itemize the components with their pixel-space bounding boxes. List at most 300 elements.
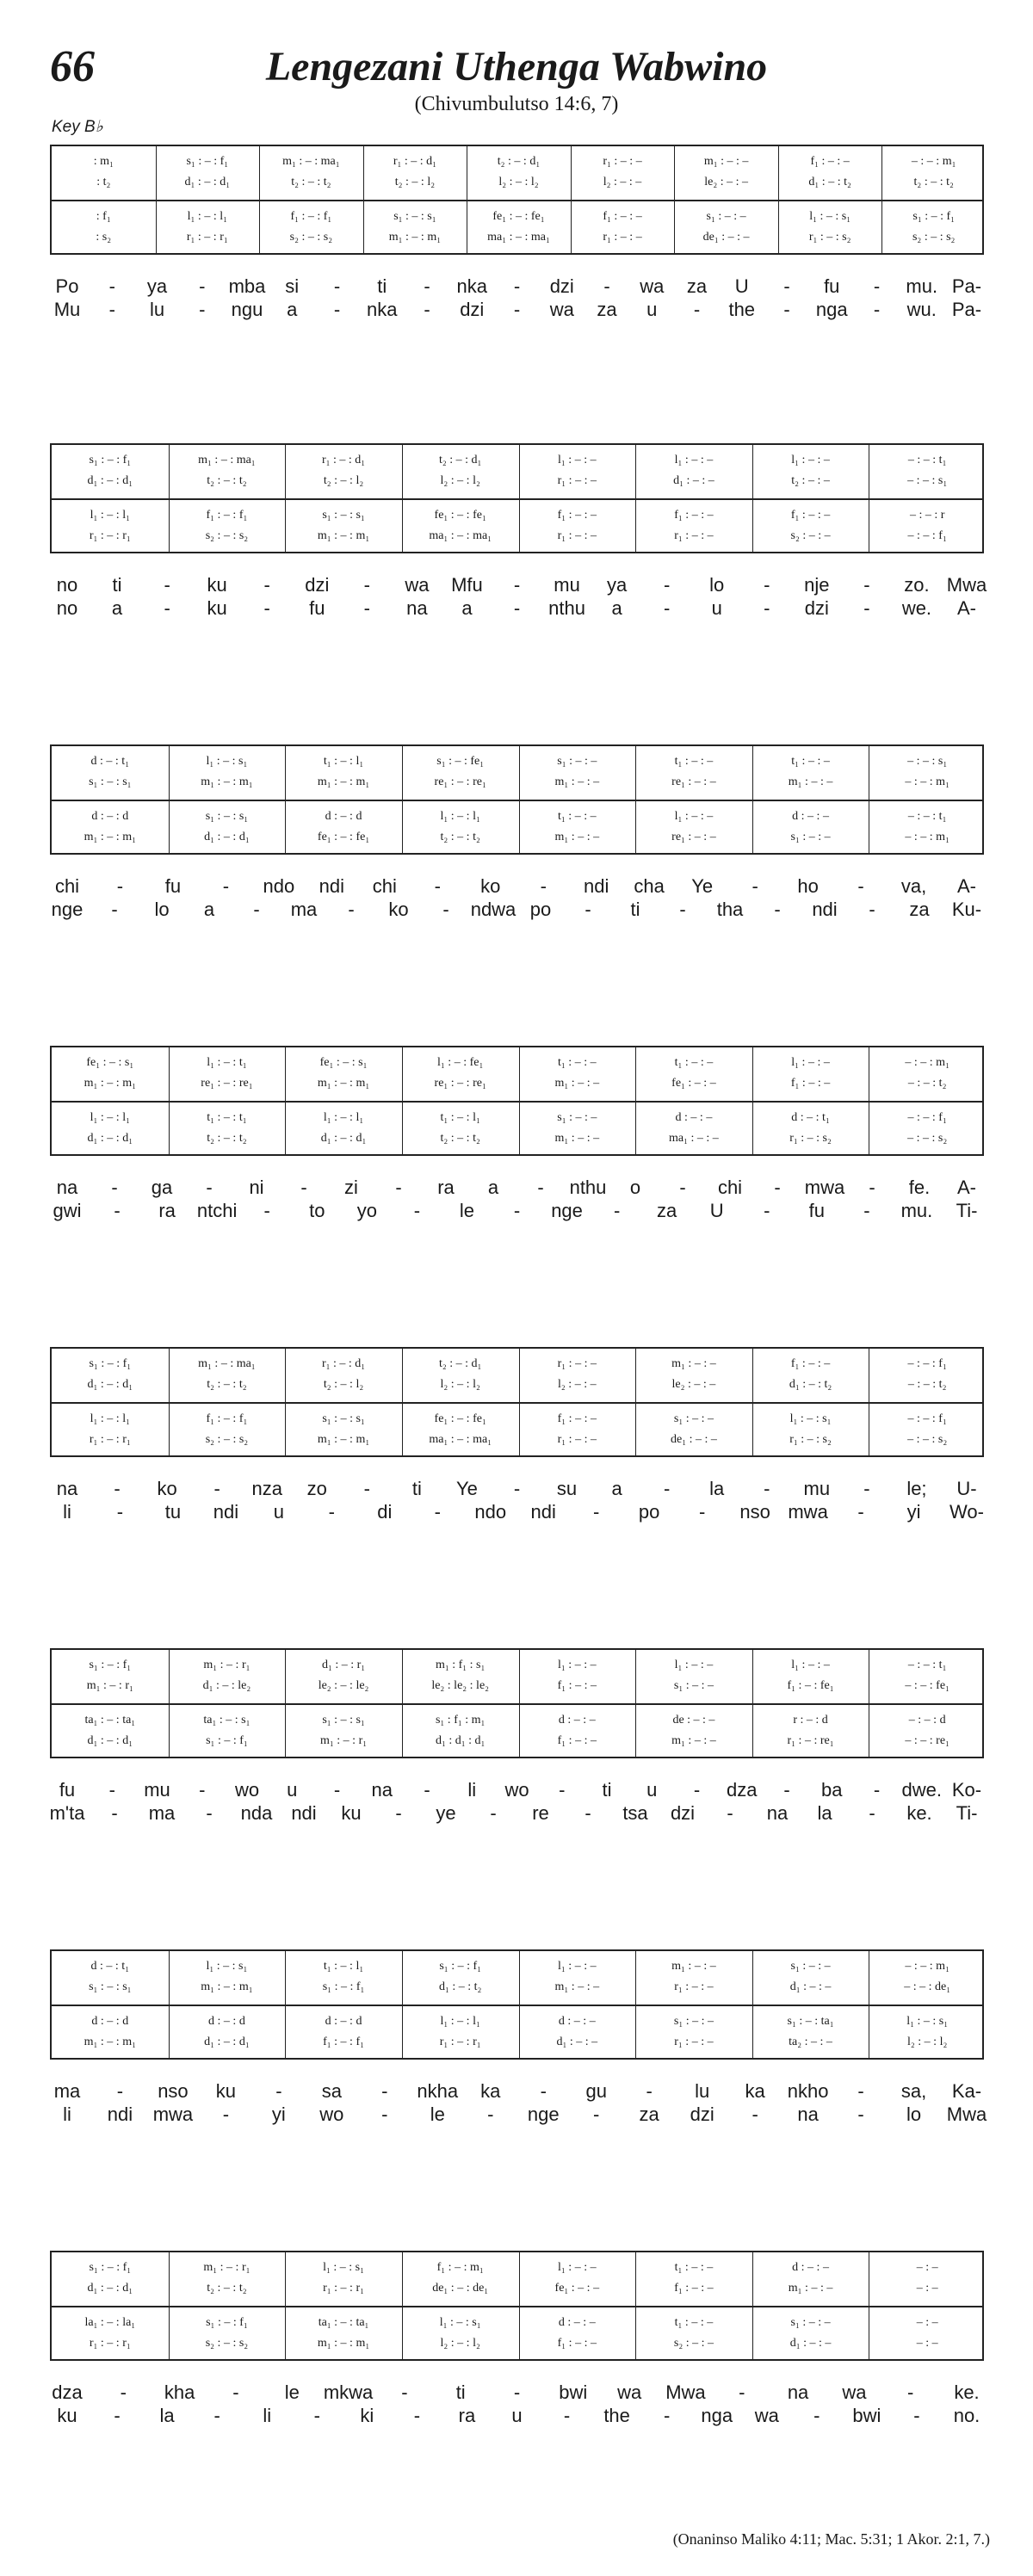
lyric-line: [50, 1501, 984, 1523]
solfa-cell: de₁ : – : –: [671, 1433, 717, 1446]
lyric-syllable: -: [348, 899, 355, 920]
lyric-syllable: za: [909, 899, 930, 920]
solfa-cell: – : – : m₁: [905, 775, 949, 788]
solfa-cell: l₂ : – : l₂: [498, 176, 539, 188]
lyric-syllable: nkho: [787, 2080, 829, 2102]
voice-part: [52, 1676, 982, 1696]
lyric-syllable: ndi: [319, 875, 345, 897]
solfa-cell: – : – : fe₁: [905, 1679, 949, 1692]
lyric-syllable: -: [232, 2381, 239, 2403]
lyric-syllable: -: [513, 299, 521, 320]
solfa-cell: d : – : –: [558, 2316, 596, 2329]
lyric-syllable: A-: [957, 1177, 976, 1198]
solfa-cell: fe₁ : – : fe₁: [434, 509, 486, 522]
lyric-syllable: U-: [956, 1478, 977, 1499]
lyric-syllable: lu: [149, 299, 165, 320]
lyric-syllable: zo.: [904, 574, 930, 596]
lyric-syllable: A-: [957, 597, 976, 619]
solfa-cell: s₁ : – : f₁: [206, 1734, 248, 1747]
lyric-syllable: -: [413, 2405, 421, 2426]
lyric-syllable: to: [309, 1200, 325, 1221]
solfa-cell: d₁ : – : r₁: [321, 1659, 366, 1671]
score-system: [50, 1648, 984, 1846]
solfa-cell: r₁ : – : r₁: [89, 2337, 131, 2350]
lyric-syllable: Mu: [53, 299, 81, 320]
lyric-syllable: dzi: [460, 299, 485, 320]
lyric-syllable: -: [328, 1501, 336, 1523]
lyric-syllable: ba: [821, 1779, 843, 1801]
lyric-syllable: ndi: [812, 899, 838, 920]
solfa-cell: f₁ : – : –: [557, 1734, 597, 1747]
voice-part: [52, 207, 982, 227]
solfa-cell: re₁ : – : re₁: [434, 775, 486, 788]
solfa-cell: l₂ : – : –: [603, 176, 642, 188]
lyric-syllable: dzi: [305, 574, 330, 596]
lyric-syllable: tu: [164, 1501, 182, 1523]
lyric-syllable: li: [63, 2103, 71, 2125]
solfa-cell: r₁ : – : re₁: [787, 1734, 834, 1747]
solfa-cell: s₂ : – : –: [790, 529, 831, 542]
lyric-line: [50, 2405, 984, 2427]
lyric-syllable: ka: [745, 2080, 765, 2102]
lyric-syllable: ra: [458, 2405, 476, 2426]
voice-part: [52, 1354, 982, 1374]
lyric-syllable: ka: [480, 2080, 501, 2102]
voice-part: [52, 1655, 982, 1676]
lyric-syllable: nso: [739, 1501, 770, 1523]
lyric-syllable: -: [869, 1802, 875, 1824]
tonic-solfa-grid: [50, 1046, 984, 1156]
solfa-cell: t₂ : – : –: [791, 474, 830, 487]
lyric-syllable: -: [206, 1177, 213, 1198]
voice-part: [52, 2011, 982, 2032]
lyric-syllable: bwi: [559, 2381, 588, 2403]
lyric-syllable: -: [395, 1177, 402, 1198]
lyric-syllable: -: [646, 2080, 653, 2102]
solfa-cell: de₁ : – : de₁: [432, 2282, 489, 2295]
lyric-syllable: -: [213, 1478, 220, 1499]
solfa-cell: – : – : m₁: [905, 1960, 949, 1973]
lyric-syllable: -: [401, 2381, 408, 2403]
lyric-syllable: cha: [634, 875, 665, 897]
lyric-syllable: sa: [321, 2080, 342, 2102]
lyric-syllable: -: [513, 1200, 521, 1221]
solfa-cell: s₁ : – : f₁: [206, 2316, 248, 2329]
lyric-syllable: -: [114, 1478, 121, 1499]
lyric-syllable: wa: [405, 574, 430, 596]
lyric-syllable: -: [913, 2405, 920, 2426]
lyric-syllable: ngu: [231, 299, 263, 320]
solfa-cell: – : – : s₂: [907, 1132, 948, 1145]
solfa-cell: d₁ : – : t₂: [789, 1378, 832, 1391]
lyric-syllable: -: [585, 899, 591, 920]
scripture-reference: (Chivumbulutso 14:6, 7): [414, 93, 619, 115]
lyric-syllable: -: [199, 1779, 206, 1801]
lyric-syllable: -: [774, 899, 781, 920]
lyric-syllable: Pa-: [951, 275, 982, 297]
tonic-solfa-grid: [50, 1648, 984, 1758]
lyric-syllable: a: [611, 1478, 622, 1499]
lyric-syllable: -: [116, 1501, 124, 1523]
lyric-syllable: chi: [54, 875, 80, 897]
solfa-cell: le₂ : – : –: [704, 176, 748, 188]
lyric-syllable: la: [709, 1478, 725, 1499]
solfa-cell: fe₁ : – : fe₁: [434, 1412, 486, 1425]
solfa-cell: m₁ : – : r₁: [320, 1734, 368, 1747]
lyric-syllable: -: [490, 1802, 497, 1824]
lyric-line: [50, 1200, 984, 1222]
lyric-syllable: -: [857, 1501, 864, 1523]
lyric-syllable: ma: [290, 899, 318, 920]
lyric-syllable: nga: [815, 299, 848, 320]
lyric-syllable: -: [585, 1802, 591, 1824]
lyric-syllable: -: [199, 275, 206, 297]
lyric-syllable: sa,: [900, 2080, 927, 2102]
solfa-cell: t₁ : – : –: [558, 810, 597, 823]
lyric-syllable: -: [764, 1478, 770, 1499]
lyric-syllable: U: [709, 1200, 724, 1221]
lyric-syllable: -: [206, 1802, 213, 1824]
solfa-cell: d₁ : – : –: [789, 2337, 832, 2350]
page-title: Lengezani Uthenga Wabwino: [265, 44, 768, 90]
solfa-cell: m₁ : – : –: [554, 1077, 600, 1090]
voice-part: [52, 2333, 982, 2354]
lyric-line: [50, 1802, 984, 1825]
lyric-syllable: -: [108, 1779, 115, 1801]
solfa-cell: – : –: [916, 2316, 938, 2329]
solfa-cell: s₁ : – : s₁: [322, 509, 365, 522]
solfa-cell: d₁ : – : d₁: [204, 2035, 250, 2048]
solfa-cell: s₁ : – : s₁: [205, 810, 249, 823]
lyric-syllable: lo: [154, 899, 170, 920]
lyric-syllable: le: [459, 1200, 474, 1221]
solfa-cell: t₁ : – : l₁: [323, 1960, 364, 1973]
lyric-line: [50, 1779, 984, 1801]
solfa-cell: ma₁ : – : ma₁: [429, 529, 492, 542]
solfa-cell: m₁ : – : m₁: [84, 1077, 136, 1090]
lyric-syllable: ko: [388, 899, 409, 920]
lyric-syllable: ya: [146, 275, 168, 297]
solfa-cell: – : – : t₁: [907, 1659, 947, 1671]
solfa-cell: – : –: [916, 2261, 938, 2274]
solfa-cell: d : – : t₁: [90, 755, 130, 768]
solfa-cell: m₁ : – : ma₁: [198, 1357, 256, 1370]
solfa-cell: t₂ : – : d₁: [497, 155, 541, 168]
lyric-syllable: ye: [436, 1802, 456, 1824]
solfa-cell: d₁ : – : –: [789, 1980, 832, 1993]
solfa-cell: d₁ : – : d₁: [87, 1132, 133, 1145]
solfa-cell: m₁ : – : –: [671, 1960, 716, 1973]
lyric-syllable: nka: [456, 275, 487, 297]
solfa-cell: ma₁ : – : ma₁: [429, 1433, 492, 1446]
lyric-syllable: u: [511, 2405, 523, 2426]
lyric-syllable: fu: [808, 1200, 826, 1221]
solfa-cell: f₁ : – : –: [790, 509, 831, 522]
lyric-syllable: nda: [240, 1802, 273, 1824]
lyric-syllable: ti: [377, 275, 387, 297]
lyric-syllable: -: [869, 899, 875, 920]
lyric-syllable: ma: [53, 2080, 81, 2102]
lyric-syllable: -: [559, 1779, 566, 1801]
solfa-cell: le₂ : – : –: [671, 1378, 716, 1391]
solfa-cell: – : – : t₁: [907, 810, 947, 823]
solfa-cell: s₁ : f₁ : m₁: [435, 1714, 486, 1727]
solfa-cell: s₁ : – : f₁: [89, 2261, 132, 2274]
solfa-cell: s₁ : – : f₁: [912, 210, 956, 223]
solfa-cell: t₁ : – : –: [674, 755, 714, 768]
lyric-syllable: -: [199, 299, 206, 320]
solfa-cell: r₁ : – : d₁: [321, 454, 366, 466]
solfa-cell: m₁ : – : m₁: [201, 775, 253, 788]
lyric-syllable: -: [513, 2381, 521, 2403]
lyric-syllable: -: [857, 875, 864, 897]
solfa-cell: t₁ : – : –: [558, 1056, 597, 1069]
solfa-cell: f₁ : – : –: [790, 1357, 831, 1370]
lyric-syllable: -: [395, 1802, 402, 1824]
solfa-cell: d₁ : – : d₁: [87, 2282, 133, 2295]
lyric-syllable: Wo-: [949, 1501, 984, 1523]
lyric-syllable: -: [873, 1779, 881, 1801]
lyric-syllable: -: [752, 875, 758, 897]
solfa-cell: – : – : t₂: [907, 1077, 947, 1090]
lyric-syllable: -: [537, 1177, 544, 1198]
lyric-syllable: Ye: [691, 875, 714, 897]
lyric-syllable: ho: [797, 875, 819, 897]
solfa-cell: r₁ : – : r₁: [89, 1433, 131, 1446]
solfa-cell: s₁ : – : ta₁: [787, 2015, 834, 2028]
solfa-cell: l₁ : – : s₁: [439, 2316, 481, 2329]
lyric-syllable: nkha: [417, 2080, 459, 2102]
solfa-cell: re₁ : – : re₁: [201, 1077, 253, 1090]
lyric-syllable: ra: [437, 1177, 455, 1198]
voice-part: [52, 2032, 982, 2053]
solfa-cell: d : – : t₁: [791, 1111, 830, 1124]
lyric-line: [50, 899, 984, 921]
lyric-syllable: -: [679, 899, 686, 920]
lyric-syllable: -: [907, 2381, 914, 2403]
lyric-syllable: -: [442, 899, 449, 920]
solfa-cell: fe₁ : – : –: [554, 2282, 600, 2295]
lyric-syllable: -: [263, 574, 270, 596]
solfa-cell: t₂ : – : l₂: [323, 474, 364, 487]
lyric-syllable: -: [413, 1200, 421, 1221]
solfa-cell: r : – : d: [793, 1714, 828, 1727]
solfa-cell: f₁ : – : –: [557, 509, 597, 522]
lyric-syllable: gwi: [53, 1200, 82, 1221]
tonic-solfa-grid: [50, 1347, 984, 1457]
solfa-cell: – : – : de₁: [904, 1980, 951, 1993]
solfa-cell: f₁ : – : –: [790, 1077, 831, 1090]
solfa-cell: m₁ : – : m₁: [388, 231, 442, 244]
solfa-cell: l₁ : – : –: [674, 1659, 714, 1671]
solfa-cell: re₁ : – : re₁: [434, 1077, 486, 1090]
lyric-syllable: a: [487, 1177, 499, 1198]
lyric-syllable: za: [597, 299, 617, 320]
solfa-cell: s₁ : – : s₁: [393, 210, 436, 223]
solfa-cell: l₁ : – : –: [791, 1659, 830, 1671]
lyric-syllable: ga: [151, 1177, 173, 1198]
solfa-cell: d : – : d: [208, 2015, 245, 2028]
lyric-syllable: -: [114, 2405, 121, 2426]
solfa-cell: f₁ : – : –: [557, 2337, 597, 2350]
lyric-syllable: -: [593, 1501, 600, 1523]
lyric-syllable: na: [56, 1177, 78, 1198]
solfa-cell: d : – : –: [792, 2261, 829, 2274]
lyric-syllable: dza: [52, 2381, 83, 2403]
voice-part: [52, 751, 982, 772]
solfa-cell: s₂ : – : s₂: [205, 1433, 249, 1446]
solfa-cell: f₁ : – : –: [557, 1412, 597, 1425]
lyric-syllable: A-: [957, 875, 976, 897]
lyric-syllable: Ye: [455, 1478, 478, 1499]
solfa-cell: m₁ : – : m₁: [317, 1433, 370, 1446]
lyric-syllable: ku: [341, 1802, 362, 1824]
solfa-cell: – : –: [916, 2282, 938, 2295]
lyric-syllable: po: [638, 1501, 660, 1523]
lyric-syllable: no: [56, 574, 78, 596]
voice-divider: [52, 1402, 982, 1404]
solfa-cell: s₂ : – : –: [673, 2337, 714, 2350]
solfa-cell: d : – : d: [91, 2015, 129, 2028]
voice-part: [52, 151, 982, 172]
solfa-cell: re₁ : – : –: [671, 775, 716, 788]
solfa-cell: s₁ : – : –: [790, 2316, 831, 2329]
voice-divider: [52, 2306, 982, 2307]
lyric-syllable: -: [693, 299, 701, 320]
lyric-syllable: lo: [906, 2103, 922, 2125]
solfa-cell: d : – : t₁: [90, 1960, 130, 1973]
lyric-syllable: -: [764, 597, 770, 619]
voice-part: [52, 1128, 982, 1149]
solfa-cell: s₂ : – : s₂: [912, 231, 956, 244]
lyric-syllable: ya: [606, 574, 628, 596]
lyric-syllable: we.: [901, 597, 932, 619]
solfa-cell: m₁ : – : –: [554, 1980, 600, 1993]
lyric-syllable: ti: [602, 1779, 612, 1801]
lyric-syllable: na: [371, 1779, 393, 1801]
lyric-syllable: nje: [804, 574, 830, 596]
lyric-syllable: a: [461, 597, 473, 619]
solfa-cell: l₁ : – : fe₁: [437, 1056, 484, 1069]
solfa-cell: t₁ : – : l₁: [323, 755, 364, 768]
solfa-cell: d₁ : – : –: [556, 2035, 598, 2048]
lyric-syllable: -: [434, 875, 441, 897]
lyric-syllable: -: [381, 2080, 388, 2102]
solfa-cell: s₂ : – : s₂: [205, 529, 249, 542]
tonic-solfa-grid: [50, 443, 984, 553]
lyric-syllable: lo: [709, 574, 725, 596]
voice-part: [52, 1430, 982, 1450]
lyric-syllable: lu: [695, 2080, 710, 2102]
solfa-cell: s₁ : – : f₁: [186, 155, 229, 168]
solfa-cell: l₁ : – : s₁: [323, 2261, 364, 2274]
lyric-syllable: the: [728, 299, 756, 320]
solfa-cell: s₁ : – : f₁: [439, 1960, 482, 1973]
lyric-syllable: -: [363, 1478, 370, 1499]
solfa-cell: f₁ : – : m₁: [436, 2261, 484, 2274]
lyric-syllable: nka: [367, 299, 398, 320]
solfa-cell: m₁ : – : m₁: [317, 1077, 370, 1090]
lyric-syllable: -: [693, 1779, 701, 1801]
solfa-cell: – : –: [916, 2337, 938, 2350]
lyric-syllable: -: [424, 299, 430, 320]
solfa-cell: – : – : re₁: [905, 1734, 949, 1747]
lyric-syllable: ni: [249, 1177, 264, 1198]
voice-part: [52, 1710, 982, 1731]
solfa-cell: s₁ : – : –: [673, 1679, 714, 1692]
lyric-syllable: -: [663, 574, 671, 596]
solfa-cell: ta₁ : – : ta₁: [84, 1714, 136, 1727]
solfa-cell: – : – : s₂: [907, 1433, 948, 1446]
solfa-cell: t₁ : – : –: [674, 1056, 714, 1069]
solfa-cell: – : – : f₁: [907, 1412, 947, 1425]
lyric-syllable: -: [663, 1478, 671, 1499]
solfa-cell: – : – : m₁: [911, 155, 956, 168]
solfa-cell: r₁ : – : s₂: [789, 1433, 832, 1446]
solfa-cell: – : – : s₁: [907, 474, 948, 487]
lyric-syllable: ma: [148, 1802, 176, 1824]
lyric-syllable: -: [263, 597, 270, 619]
solfa-cell: ta₂ : – : –: [789, 2035, 832, 2048]
lyric-line: [50, 597, 984, 620]
solfa-cell: r₁ : – : d₁: [321, 1357, 366, 1370]
lyric-syllable: mba: [228, 275, 266, 297]
lyric-syllable: mu: [144, 1779, 170, 1801]
lyric-syllable: Ko-: [951, 1779, 982, 1801]
lyric-line: [50, 1478, 984, 1500]
solfa-cell: d : – : –: [558, 1714, 596, 1727]
lyric-syllable: Mwa: [946, 2103, 987, 2125]
solfa-cell: – : – : f₁: [907, 1357, 947, 1370]
solfa-cell: l₁ : – : l₁: [90, 1412, 130, 1425]
solfa-cell: s₁ : – : f₁: [89, 1357, 132, 1370]
solfa-cell: re₁ : – : –: [671, 831, 716, 843]
solfa-cell: fe₁ : – : fe₁: [492, 210, 545, 223]
lyric-syllable: kha: [164, 2381, 195, 2403]
voice-divider: [52, 2005, 982, 2006]
solfa-cell: – : – : t₁: [907, 454, 947, 466]
lyric-syllable: -: [164, 574, 170, 596]
lyric-line: [50, 2103, 987, 2126]
lyric-syllable: -: [739, 2381, 745, 2403]
solfa-cell: d₁ : – : d₁: [87, 1378, 133, 1391]
lyric-syllable: -: [333, 299, 341, 320]
solfa-cell: m₁ : – : –: [703, 155, 749, 168]
voice-part: [52, 1977, 982, 1998]
lyric-syllable: a: [287, 299, 298, 320]
lyric-syllable: gu: [585, 2080, 607, 2102]
solfa-cell: m₁ : – : –: [788, 2282, 833, 2295]
lyric-syllable: ndi: [584, 875, 609, 897]
solfa-cell: t₁ : – : l₁: [440, 1111, 480, 1124]
solfa-cell: m₁ : – : m₁: [84, 2035, 136, 2048]
lyric-syllable: tha: [716, 899, 744, 920]
solfa-cell: s₁ : – : f₁: [322, 1980, 365, 1993]
solfa-cell: fe₁ : – : s₁: [86, 1056, 134, 1069]
lyric-syllable: ke.: [954, 2381, 980, 2403]
lyric-syllable: mkwa: [323, 2381, 374, 2403]
lyric-syllable: a: [611, 597, 622, 619]
lyric-syllable: yo: [356, 1200, 377, 1221]
lyric-syllable: ntchi: [196, 1200, 238, 1221]
lyric-syllable: -: [487, 2103, 494, 2125]
solfa-cell: m₁ : – : ma₁: [282, 155, 340, 168]
lyric-syllable: chi: [717, 1177, 743, 1198]
solfa-cell: l₁ : – : –: [558, 454, 597, 466]
lyric-syllable: -: [116, 2080, 124, 2102]
tonic-solfa-grid: [50, 2251, 984, 2361]
solfa-cell: d₁ : – : d₁: [204, 831, 250, 843]
